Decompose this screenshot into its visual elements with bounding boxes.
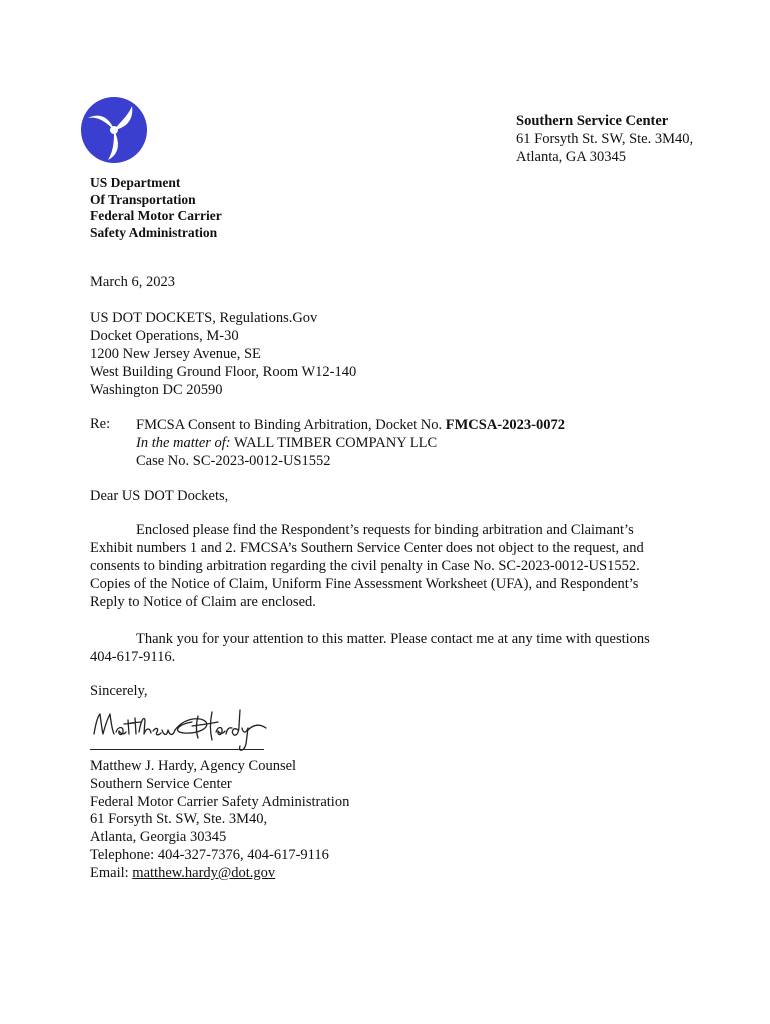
body-line: Copies of the Notice of Claim, Uniform Fine Assessment Worksheet (UFA), and Respondent’s — [90, 576, 639, 592]
docket-number: FMCSA-2023-0072 — [445, 417, 565, 433]
letter-date: March 6, 2023 — [90, 274, 175, 290]
signer-street: 61 Forsyth St. SW, Ste. 3M40, — [90, 811, 268, 828]
dot-logo — [80, 96, 148, 164]
case-number: Case No. SC-2023-0012-US1552 — [136, 453, 331, 469]
agency-line-1: US Department — [90, 175, 181, 190]
signer-block — [90, 758, 349, 883]
recipient-line-2: Docket Operations, M-30 — [90, 328, 239, 344]
recipient-line-1: US DOT DOCKETS, Regulations.Gov — [90, 310, 318, 326]
signer-phone: Telephone: 404-327-7376, 404-617-9116 — [90, 846, 329, 863]
signer-office: Southern Service Center — [90, 775, 232, 792]
re-matter-line — [136, 434, 565, 452]
matter-label: In the matter of: — [136, 435, 231, 451]
signer-email-row — [90, 865, 349, 883]
signer-name-title: Matthew J. Hardy, Agency Counsel — [90, 758, 297, 774]
agency-line-3: Federal Motor Carrier — [90, 208, 222, 223]
body-line: Reply to Notice of Claim are enclosed. — [90, 594, 316, 610]
signer-agency: Federal Motor Carrier Safety Administration — [90, 793, 350, 810]
email-link[interactable]: matthew.hardy@dot.gov — [132, 864, 276, 881]
recipient-line-4: West Building Ground Floor, Room W12-140 — [90, 364, 357, 380]
agency-name — [90, 175, 222, 241]
matter-name: WALL TIMBER COMPANY LLC — [230, 435, 438, 451]
recipient-line-3: 1200 New Jersey Avenue, SE — [90, 346, 261, 362]
recipient-address — [90, 309, 356, 399]
body-paragraph-2 — [90, 630, 690, 666]
signature-line — [90, 749, 264, 750]
re-subject-line — [136, 416, 565, 434]
recipient-line-5: Washington DC 20590 — [90, 382, 223, 398]
agency-line-4: Safety Administration — [90, 224, 218, 240]
body-line: Enclosed please find the Respondent’s requests for binding arbitration and Claimant’s — [136, 522, 634, 538]
body-line: Exhibit numbers 1 and 2. FMCSA’s Southern Service Center does not object to the request, and — [90, 540, 644, 556]
re-subject-prefix: FMCSA Consent to Binding Arbitration, Docket No. — [136, 417, 446, 433]
body-line: Thank you for your attention to this matter. Please contact me at any time with questions — [136, 631, 650, 647]
re-label: Re: — [90, 416, 111, 432]
email-label: Email: — [90, 864, 133, 881]
body-paragraph-1 — [90, 521, 690, 611]
re-subject — [136, 416, 565, 470]
dot-triskelion-logo-icon — [80, 96, 148, 164]
closing: Sincerely, — [90, 683, 148, 699]
sender-city: Atlanta, GA 30345 — [516, 149, 626, 165]
salutation: Dear US DOT Dockets, — [90, 488, 229, 504]
body-line: consents to binding arbitration regarding the civil penalty in Case No. SC-2023-0012-US1552. — [90, 558, 640, 574]
body-line: 404-617-9116. — [90, 649, 176, 665]
signer-city: Atlanta, Georgia 30345 — [90, 829, 227, 846]
handwritten-signature — [88, 700, 270, 756]
sender-street: 61 Forsyth St. SW, Ste. 3M40, — [516, 131, 694, 147]
sender-address — [516, 112, 693, 166]
agency-line-2: Of Transportation — [90, 191, 196, 207]
sender-office: Southern Service Center — [516, 113, 669, 129]
